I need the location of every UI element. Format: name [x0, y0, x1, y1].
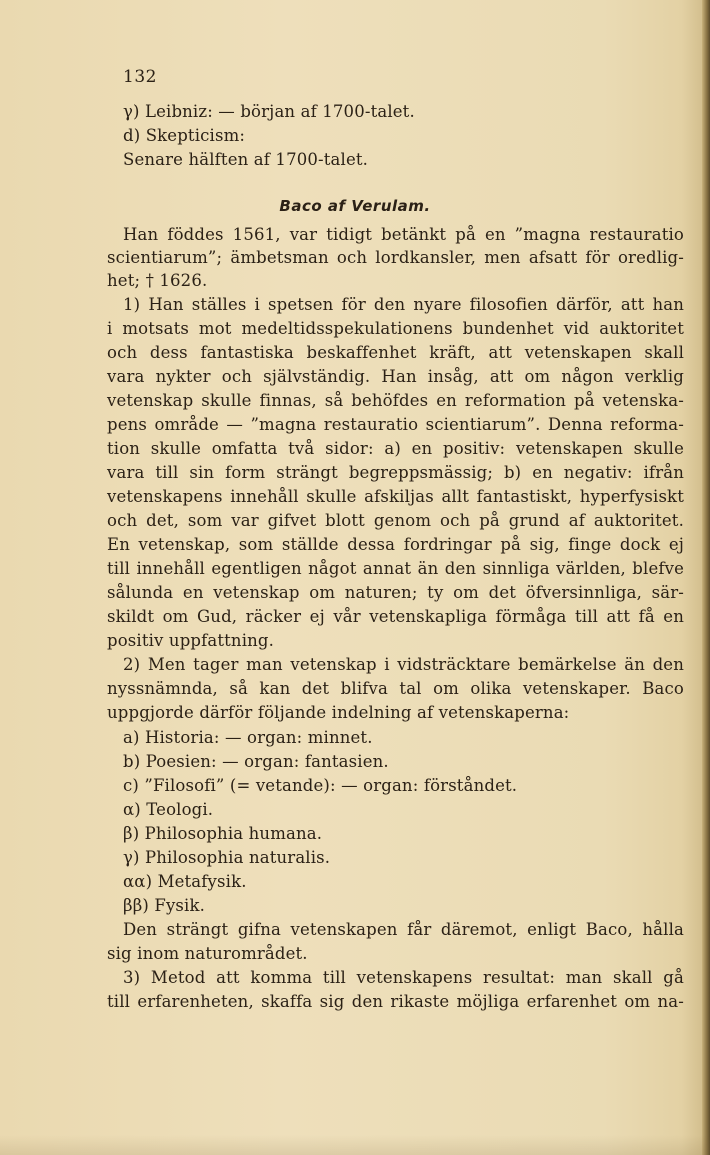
section-heading: Baco af Verulam. [279, 197, 431, 215]
text-line: ββ) Fysik. [123, 896, 206, 915]
text-line: och det, som var gifvet blott genom och på grund af auktoritet. [107, 511, 684, 530]
text-line: γ) Leibniz: — början af 1700-talet. [123, 102, 415, 121]
text-line: tion skulle omfatta två sidor: a) en positiv: vetenskapen skulle [107, 439, 684, 458]
text-line: Han föddes 1561, var tidigt betänkt på en ”magna restauratio [123, 225, 684, 244]
text-line: pens område — ”magna restauratio scientiarum”. Denna reforma- [107, 415, 684, 434]
text-line: i motsats mot medeltidsspekulationens bundenhet vid auktoritet [107, 319, 684, 338]
text-line: γ) Philosophia naturalis. [123, 848, 331, 867]
text-line: vara till sin form strängt begreppsmässig; b) en negativ: ifrån [107, 463, 684, 482]
text-line: vara nykter och självständig. Han insåg, att om någon verklig [107, 367, 684, 386]
text-line: positiv uppfattning. [107, 631, 275, 650]
text-line: het; † 1626. [107, 271, 208, 290]
text-line: uppgjorde därför följande indelning af vetenskaperna: [107, 703, 570, 722]
page-shadow [0, 1135, 710, 1155]
text-line: b) Poesien: — organ: fantasien. [123, 752, 389, 771]
text-line: nyssnämnda, så kan det blifva tal om olika vetenskaper. Baco [107, 679, 684, 698]
text-line: Senare hälften af 1700-talet. [123, 150, 369, 169]
text-line: 1) Han ställes i spetsen för den nyare filosofien därför, att han [123, 295, 684, 314]
text-line: c) ”Filosofi” (= vetande): — organ: förståndet. [123, 776, 518, 795]
text-line: α) Teologi. [123, 800, 214, 819]
text-line: vetenskap skulle finnas, så behöfdes en reformation på vetenska- [107, 391, 684, 410]
text-line: sig inom naturområdet. [107, 944, 308, 963]
page-edge [702, 0, 710, 1155]
text-line: 3) Metod att komma till vetenskapens resultat: man skall gå [123, 968, 684, 987]
page-number: 132 [123, 67, 157, 87]
text-line: och dess fantastiska beskaffenhet kräft, att vetenskapen skall [107, 343, 684, 362]
text-line: En vetenskap, som ställde dessa fordringar på sig, finge dock ej [107, 535, 684, 554]
text-line: a) Historia: — organ: minnet. [123, 728, 373, 747]
text-line: d) Skepticism: [123, 126, 246, 145]
text-line: skildt om Gud, räcker ej vår vetenskapliga förmåga till att få en [107, 607, 684, 626]
text-line: scientiarum”; ämbetsman och lordkansler, men afsatt för oredlig- [107, 248, 684, 267]
text-line: till erfarenheten, skaffa sig den rikaste möjliga erfarenhet om na- [107, 992, 684, 1011]
text-line: β) Philosophia humana. [123, 824, 323, 843]
text-line: till innehåll egentligen något annat än den sinnliga världen, blefve [107, 559, 684, 578]
text-line: Den strängt gifna vetenskapen får däremot, enligt Baco, hålla [123, 920, 684, 939]
text-line: vetenskapens innehåll skulle afskiljas allt fantastiskt, hyperfysiskt [107, 487, 684, 506]
text-line: αα) Metafysik. [123, 872, 247, 891]
text-line: sålunda en vetenskap om naturen; ty om det öfversinnliga, sär- [107, 583, 684, 602]
text-line: 2) Men tager man vetenskap i vidsträcktare bemärkelse än den [123, 655, 684, 674]
